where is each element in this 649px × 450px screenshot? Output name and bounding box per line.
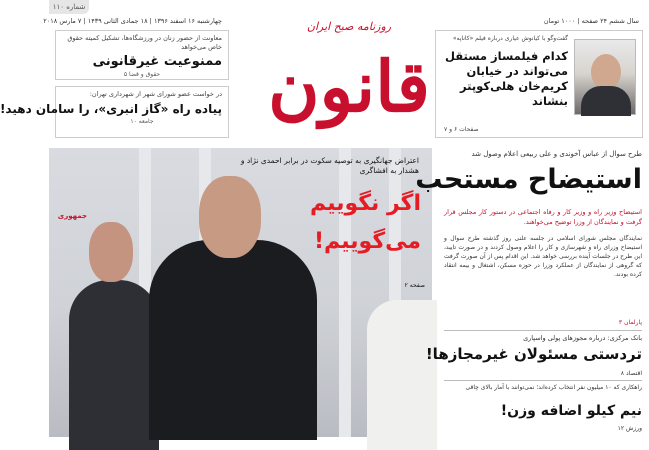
person-left-face [89,222,133,282]
left-story-1-kicker: معاونت از حضور زنان در ورزشگاه‌ها، تشکیل کمیته حقوق خاص می‌خواهد [67,34,222,51]
third-story-ref: ورزش ۱۲ [617,425,642,432]
photo-story-headline-line1[interactable]: اگر نگوییم [309,191,421,216]
person-left-body [69,280,159,450]
main-story-headline[interactable]: استیضاح مستحب [415,164,642,195]
left-story-2-headline: پیاده راه «گاز انبری»، را سامان دهید! [0,102,222,116]
main-story-ref: پارلمان ۳ [618,319,642,326]
person-right-figure [367,300,437,450]
masthead-logo: قانون [268,45,430,128]
left-story-1-headline: ممنوعیت غیرقانونی [92,54,222,69]
main-story-lead: استیضاح وزیر راه و وزیر کار و رفاه اجتماعی در دستور کار مجلس قرار گرفت و نمایندگان از وزرا توضیح می‌خواهند. [444,208,642,226]
left-story-2-ref: جامعه ۱۰ [130,118,154,125]
left-story-1-ref: حقوق و قضا ۵ [123,71,161,78]
second-story-ref: اقتصاد ۸ [620,370,642,377]
third-story-headline[interactable]: نیم کیلو اضافه وزن! [500,403,642,419]
second-story-kicker: بانک مرکزی: درباره مجوزهای پولی واسپاری [523,334,642,342]
issue-tab: شماره ۱۱۰ [49,0,89,14]
left-story-2-kicker: در خواست عضو شورای شهر از شهرداری تهران: [89,90,222,98]
filmmaker-photo [574,39,636,115]
left-story-box-2[interactable] [0,86,229,138]
main-story-kicker: طرح سوال از عباس آخوندی و علی ربیعی اعلام وصول شد [471,150,642,158]
third-story-kicker: راهکاری که ۱۰ میلیون نفر انتخاب کرده‌اند؛ نمی‌توانند با آمار بالای چاقی [465,384,642,391]
photo-story-kicker: اعتراض جهانگیری به توصیه سکوت در برابر احمدی نژاد و هشدار به افشاگری [240,156,419,175]
divider [444,380,642,381]
masthead-tagline: روزنامه صبح ایران [306,20,392,33]
main-story-body: نمایندگان مجلس شورای اسلامی در جلسه علنی روز گذشته طرح سوال و استیضاح وزرای راه و شهرسازی و کار را اعلام وصول کردند و در صورت تایید، این طرح در جلسات آینده بررسی خواهد شد. این اقدام پس از آن صورت گرفت که گروهی از نمایندگان از عملکرد وزرا در حوزه مسکن، اشتغال و بیمه انتقاد کرده بودند. [444,235,642,278]
photo-story-headline-line2[interactable]: می‌گوییم! [314,229,421,254]
date-line: چهارشنبه ۱۶ اسفند ۱۳۹۶ | ۱۸ جمادی الثانی ۱۴۳۹ | ۷ مارس ۲۰۱۸ [43,17,222,25]
issue-line: سال ششم ۲۴ صفحه | ۱۰۰۰ تومان [543,17,639,25]
person-center-body [149,240,317,440]
second-story-headline[interactable]: تردستی مسئولان غیرمجاز‌ها! [425,345,642,363]
left-story-box-1[interactable] [55,30,229,80]
film-story-headline: کدام فیلمساز مستقل می‌تواند در خیابان کریم‌خان هلی‌کوپتر بنشاند [444,49,568,108]
film-story-kicker: گفت‌وگو با کیانوش عیاری درباره فیلم «کاناپه» [452,35,568,42]
photo-story-ref: صفحه ۲ [404,282,425,289]
divider [444,330,642,331]
film-story-box[interactable] [435,30,643,138]
film-story-ref: صفحات ۶ و ۷ [444,126,479,133]
photo-corner-label: جمهوری [57,212,87,220]
